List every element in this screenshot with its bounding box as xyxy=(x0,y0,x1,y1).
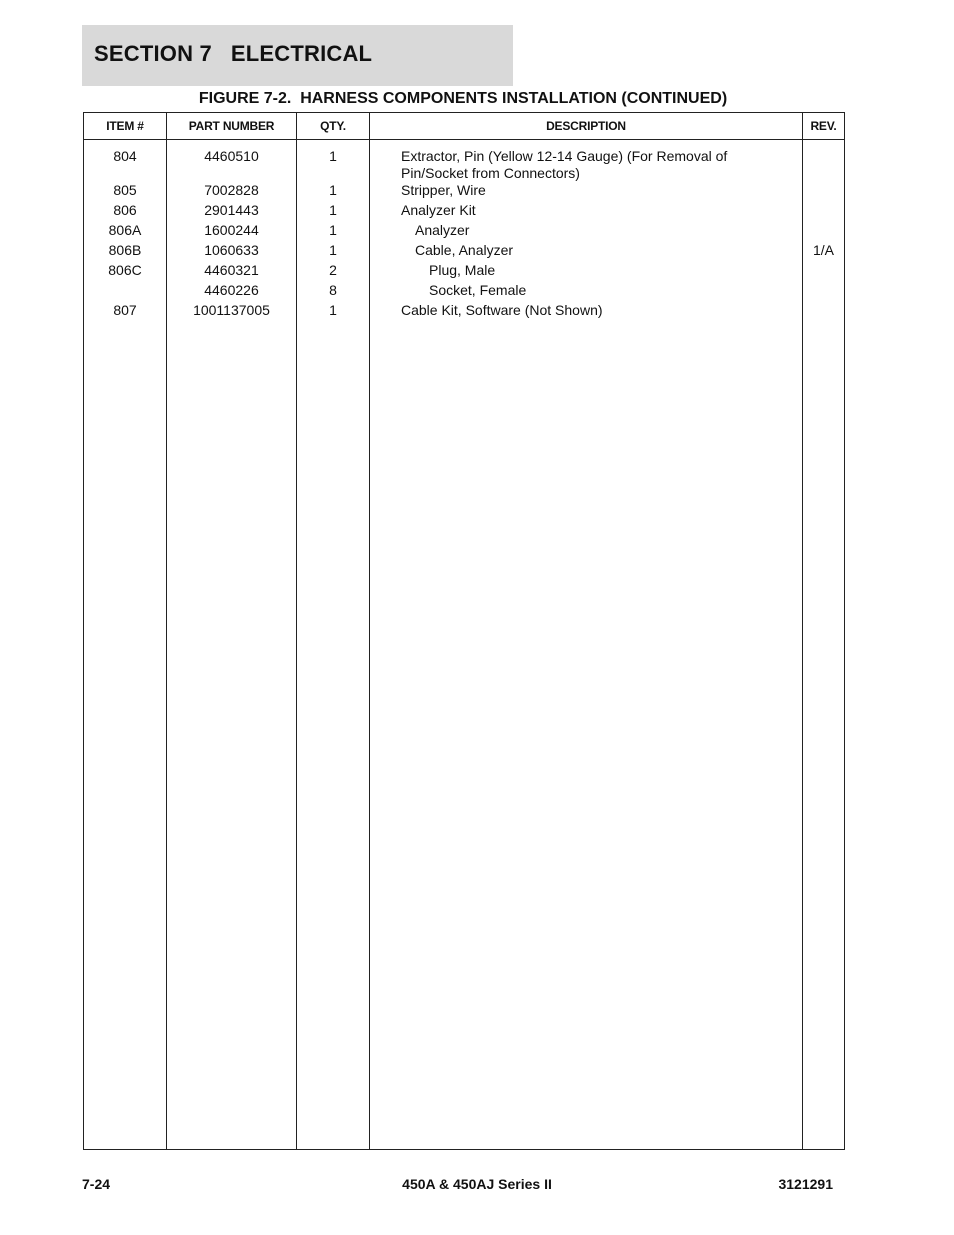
table-row xyxy=(84,182,845,202)
cell-part-number: 1060633 xyxy=(167,242,297,262)
col-header-description: DESCRIPTION xyxy=(370,113,803,140)
cell-part-number: 7002828 xyxy=(167,182,297,202)
cell-rev xyxy=(803,222,845,242)
cell-description xyxy=(370,262,803,282)
cell-rev xyxy=(803,282,845,302)
cell-item: 805 xyxy=(84,182,167,202)
table-body xyxy=(84,140,845,1150)
cell-description xyxy=(370,242,803,262)
cell-qty: 1 xyxy=(297,182,370,202)
cell-part-number: 4460510 xyxy=(167,148,297,182)
description-text: Plug, Male xyxy=(429,262,496,278)
cell-qty: 1 xyxy=(297,222,370,242)
cell-qty: 1 xyxy=(297,242,370,262)
col-header-rev: REV. xyxy=(803,113,845,140)
cell-description xyxy=(370,148,803,182)
description-text: Socket, Female xyxy=(429,282,527,298)
table-row xyxy=(84,262,845,282)
description-text: Cable, Analyzer xyxy=(415,242,514,258)
cell-qty: 8 xyxy=(297,282,370,302)
cell-rev xyxy=(803,182,845,202)
table-row xyxy=(84,148,845,182)
table-row xyxy=(84,242,845,262)
cell-item: 806C xyxy=(84,262,167,282)
col-header-qty: QTY. xyxy=(297,113,370,140)
section-banner xyxy=(82,25,513,86)
cell-item xyxy=(84,282,167,302)
col-header-part-number: PART NUMBER xyxy=(167,113,297,140)
footer-model: 450A & 450AJ Series II xyxy=(402,1176,552,1192)
cell-qty: 1 xyxy=(297,202,370,222)
cell-qty: 1 xyxy=(297,148,370,182)
table-row xyxy=(84,302,845,322)
col-header-item: ITEM # xyxy=(84,113,167,140)
parts-table xyxy=(83,112,845,1150)
cell-part-number: 1600244 xyxy=(167,222,297,242)
table-row xyxy=(84,282,845,302)
cell-description xyxy=(370,222,803,242)
cell-part-number: 2901443 xyxy=(167,202,297,222)
cell-description xyxy=(370,182,803,202)
cell-part-number: 1001137005 xyxy=(167,302,297,322)
cell-description xyxy=(370,202,803,222)
cell-part-number: 4460226 xyxy=(167,282,297,302)
cell-rev: 1/A xyxy=(803,242,845,262)
description-text: Stripper, Wire xyxy=(401,182,486,198)
cell-qty: 2 xyxy=(297,262,370,282)
cell-rev xyxy=(803,302,845,322)
cell-part-number: 4460321 xyxy=(167,262,297,282)
description-text: Analyzer xyxy=(415,222,470,238)
section-title: SECTION 7 ELECTRICAL xyxy=(94,41,373,66)
cell-description xyxy=(370,302,803,322)
table-row xyxy=(84,222,845,242)
table-spacer-row xyxy=(84,140,845,149)
cell-item: 806 xyxy=(84,202,167,222)
cell-qty: 1 xyxy=(297,302,370,322)
table-header-row xyxy=(84,113,845,140)
cell-rev xyxy=(803,148,845,182)
table-filler-row xyxy=(84,322,845,1150)
figure-title: FIGURE 7-2. HARNESS COMPONENTS INSTALLATION (CONTINUED) xyxy=(198,90,728,107)
cell-item: 806A xyxy=(84,222,167,242)
cell-item: 807 xyxy=(84,302,167,322)
cell-item: 806B xyxy=(84,242,167,262)
footer-page-number: 7-24 xyxy=(82,1176,111,1192)
description-text: Cable Kit, Software (Not Shown) xyxy=(401,302,603,318)
table-row xyxy=(84,202,845,222)
description-text: Analyzer Kit xyxy=(401,202,476,218)
cell-rev xyxy=(803,262,845,282)
footer-doc-number: 3121291 xyxy=(778,1176,833,1192)
cell-rev xyxy=(803,202,845,222)
cell-description xyxy=(370,282,803,302)
description-text: Extractor, Pin (Yellow 12-14 Gauge) (For Removal of Pin/Socket from Connectors) xyxy=(401,148,728,181)
cell-item: 804 xyxy=(84,148,167,182)
